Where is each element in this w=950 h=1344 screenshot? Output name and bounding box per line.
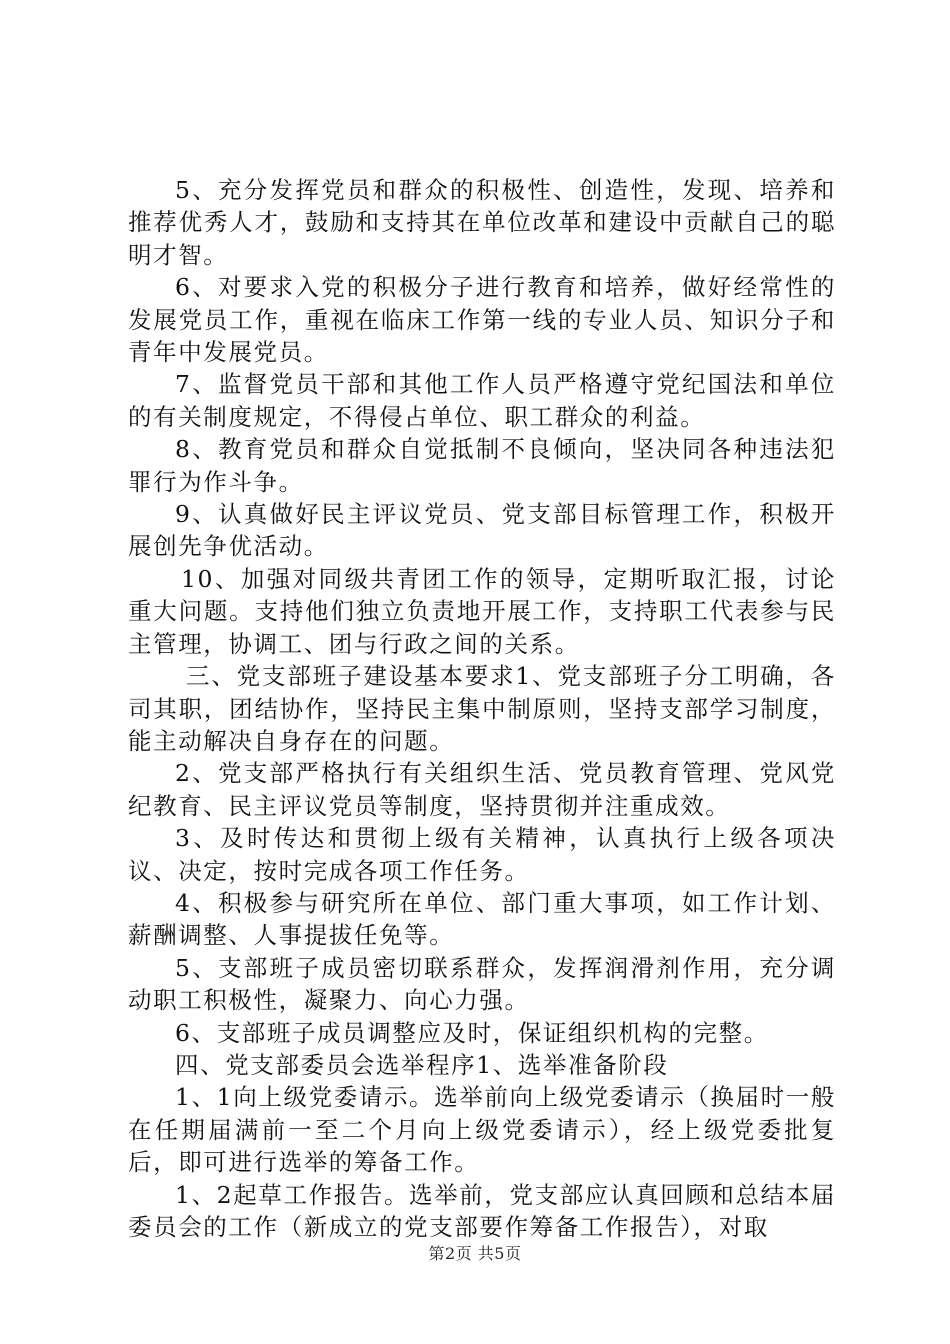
paragraph-8-education: 8、教育党员和群众自觉抵制不良倾向，坚决同各种违法犯罪行为作斗争。 <box>128 435 836 496</box>
paragraph-6-party-recruitment: 6、对要求入党的积极分子进行教育和培养，做好经常性的发展党员工作，重视在临床工作第一线的专业人员、知识分子和青年中发展党员。 <box>128 273 836 367</box>
paragraph-9-evaluation: 9、认真做好民主评议党员、党支部目标管理工作，积极开展创先争优活动。 <box>128 500 836 561</box>
paragraph-7-supervision: 7、监督党员干部和其他工作人员严格遵守党纪国法和单位的有关制度规定，不得侵占单位、职工群众的利益。 <box>128 370 836 431</box>
paragraph-3-5-contact: 5、支部班子成员密切联系群众，发挥润滑剂作用，充分调动职工积极性，凝聚力、向心力强。 <box>128 953 836 1015</box>
paragraph-3-3-implementation: 3、及时传达和贯彻上级有关精神，认真执行上级各项决议、决定，按时完成各项工作任务。 <box>128 824 836 885</box>
section-4-heading-paragraph: 四、党支部委员会选举程序1、选举准备阶段 <box>175 1050 669 1079</box>
paragraph-3-4-participation: 4、积极参与研究所在单位、部门重大事项，如工作计划、薪酬调整、人事提拔任免等。 <box>128 888 836 950</box>
paragraph-4-1-1-request: 1、1向上级党委请示。选举前向上级党委请示（换届时一般在任期届满前一至二个月向上级党委请示），经上级党委批复后，即可进行选举的筹备工作。 <box>128 1083 836 1177</box>
page-number: 第2页 共5页 <box>428 1244 522 1263</box>
page-footer <box>0 1244 950 1264</box>
document-body <box>128 174 836 1243</box>
paragraph-3-2-organization: 2、党支部严格执行有关组织生活、党员教育管理、党风党纪教育、民主评议党员等制度，坚持贯彻并注重成效。 <box>128 759 836 820</box>
paragraph-4-1-2-report: 1、2起草工作报告。选举前，党支部应认真回顾和总结本届委员会的工作（新成立的党支部要作筹备工作报告），对取 <box>128 1180 836 1241</box>
paragraph-10-youth-league: 10、加强对同级共青团工作的领导，定期听取汇报，讨论重大问题。支持他们独立负责地开展工作，支持职工代表参与民主管理，协调工、团与行政之间的关系。 <box>128 564 836 658</box>
paragraph-5-talent: 5、充分发挥党员和群众的积极性、创造性，发现、培养和推荐优秀人才，鼓励和支持其在单位改革和建设中贡献自己的聪明才智。 <box>128 176 836 269</box>
section-3-heading-paragraph: 三、党支部班子建设基本要求1、党支部班子分工明确，各司其职，团结协作，坚持民主集中制原则，坚持支部学习制度，能主动解决自身存在的问题。 <box>128 662 836 755</box>
paragraph-3-6-adjustment: 6、支部班子成员调整应及时，保证组织机构的完整。 <box>175 1018 769 1047</box>
